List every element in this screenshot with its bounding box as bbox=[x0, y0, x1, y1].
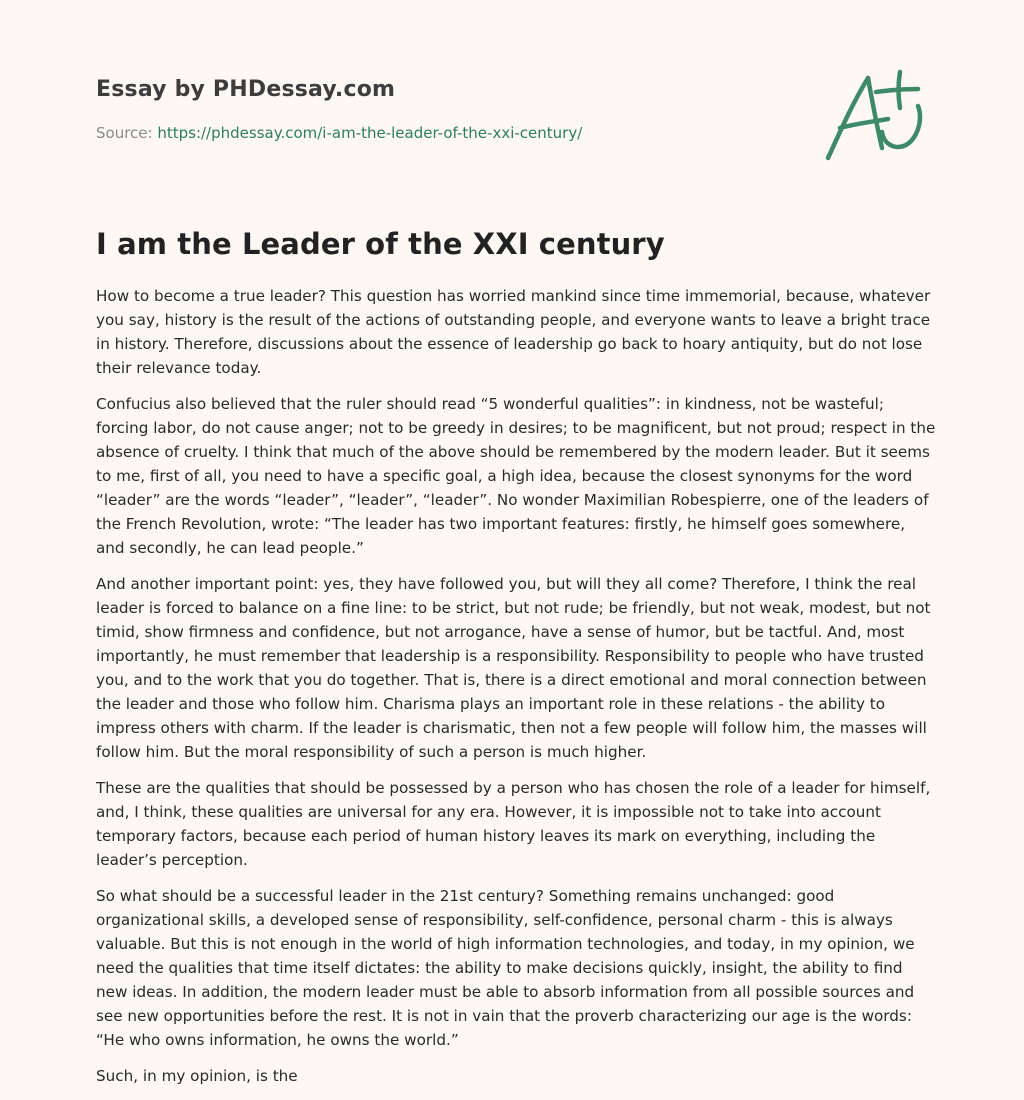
a-plus-logo-icon bbox=[818, 64, 930, 168]
source-link[interactable]: https://phdessay.com/i-am-the-leader-of-the-xxi-century/ bbox=[157, 124, 583, 142]
essay-title: I am the Leader of the XXI century bbox=[96, 227, 665, 261]
essay-paragraph: Confucius also believed that the ruler should read “5 wonderful qualities”: in kindness, not be wasteful; forcing labor, do not cause anger; not to be greedy in desires; to be magnificent, but not proud; respect in the absence of cruelty. I think that much of the above should be remembered by the modern leader. But it seems to me, first of all, you need to have a specific goal, a high idea, because the closest synonyms for the word “leader” are the words “leader”, “leader”, “leader”. No wonder Maximilian Robespierre, one of the leaders of the French Revolution, wrote: “The leader has two important features: firstly, he himself goes somewhere, and secondly, he can lead people.” bbox=[96, 395, 936, 557]
essay-paragraph: And another important point: yes, they have followed you, but will they all come? Therefore, I think the real leader is forced to balance on a fine line: to be strict, but not rude; be friendly, but not weak, modest, but not timid, show firmness and confidence, but not arrogance, have a sense of humor, but be tactful. And, most importantly, he must remember that leadership is a responsibility. Responsibility to people who have trusted you, and to the work that you do together. That is, there is a direct emotional and moral connection between the leader and those who follow him. Charisma plays an important role in these relations - the ability to impress others with charm. If the leader is charismatic, then not a few people will follow him, the masses will follow him. But the moral responsibility of such a person is much higher. bbox=[96, 575, 931, 761]
essay-body bbox=[96, 284, 936, 1100]
essay-paragraph: How to become a true leader? This question has worried mankind since time immemorial, because, whatever you say, history is the result of the actions of outstanding people, and everyone wants to leave a bright trace in history. Therefore, discussions about the essence of leadership go back to hoary antiquity, but do not lose their relevance today. bbox=[96, 287, 931, 377]
source-label: Source: bbox=[96, 124, 158, 142]
essay-paragraph: So what should be a successful leader in the 21st century? Something remains unchanged: good organizational skills, a developed sense of responsibility, self-confidence, personal charm - this is always valuable. But this is not enough in the world of high information technologies, and today, in my opinion, we need the qualities that time itself dictates: the ability to make decisions quickly, insight, the ability to find new ideas. In addition, the modern leader must be able to absorb information from all possible sources and see new opportunities before the rest. It is not in vain that the proverb characterizing our age is the words: “He who owns information, he owns the world.” bbox=[96, 887, 915, 1049]
site-header bbox=[96, 75, 696, 143]
essay-paragraph: These are the qualities that should be possessed by a person who has chosen the role of a leader for himself, and, I think, these qualities are universal for any era. However, it is impossible not to take into account temporary factors, because each period of human history leaves its mark on everything, including the leader’s perception. bbox=[96, 779, 931, 869]
source-line bbox=[96, 123, 696, 143]
essay-paragraph: Such, in my opinion, is the bbox=[96, 1067, 298, 1085]
site-brand: Essay by PHDessay.com bbox=[96, 77, 396, 102]
